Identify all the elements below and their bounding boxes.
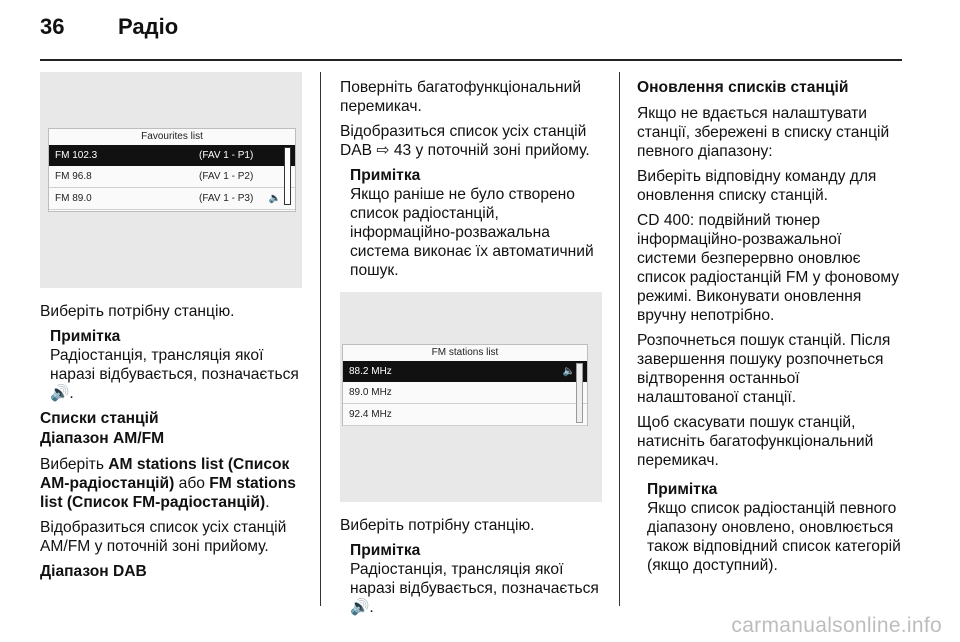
note-title: Примітка	[647, 481, 718, 498]
or-text: або	[178, 475, 205, 492]
favourites-title: Favourites list	[141, 131, 203, 142]
column-1	[40, 72, 302, 582]
favourite-row[interactable]	[49, 188, 295, 210]
column-divider-2	[619, 72, 620, 606]
page-number: 36	[40, 14, 65, 39]
favourite-preset: (FAV 1 - P3)	[199, 193, 254, 204]
fm-station-frequency: 88.2 MHz	[349, 366, 392, 377]
select-station-text: Виберіть потрібну станцію.	[340, 517, 535, 534]
shows-dab-text	[340, 122, 602, 160]
fm-station-row[interactable]	[343, 382, 587, 404]
note	[647, 480, 903, 575]
note-title: Примітка	[350, 167, 421, 184]
favourite-row[interactable]	[49, 166, 295, 188]
column-divider-1	[320, 72, 321, 606]
fm-stations-screen	[342, 344, 588, 426]
note	[350, 166, 602, 280]
heading-station-lists: Списки станцій	[40, 410, 159, 427]
select-station-text: Виберіть потрібну станцію.	[40, 303, 235, 320]
column-2	[340, 78, 602, 623]
column-3	[637, 78, 903, 581]
favourite-station: FM 102.3	[55, 150, 98, 161]
period: .	[265, 494, 270, 511]
note-title: Примітка	[350, 542, 421, 559]
header-rule	[40, 59, 902, 61]
section-title: Радіо	[118, 14, 179, 39]
favourites-screen	[48, 128, 296, 212]
note-text: Радіостанція, трансляція якої наразі відбувається, позначається	[50, 347, 299, 383]
paragraph: Щоб скасувати пошук станцій, натисніть багатофункціональний перемикач.	[637, 414, 874, 469]
note	[50, 327, 302, 403]
note-text: Радіостанція, трансляція якої наразі відбувається, позначається	[350, 561, 599, 597]
am-list-label: AM stations list (Список AM-радіостанцій)	[40, 456, 290, 492]
heading-update-lists: Оновлення списків станцій	[637, 79, 849, 96]
fm-station-row[interactable]	[343, 404, 587, 426]
note-text: Якщо список радіостанцій певного діапазону оновлено, оновлюється також відповідний список категорій (якщо доступний).	[647, 500, 901, 574]
fm-stations-screenshot	[340, 292, 602, 502]
favourite-preset: (FAV 1 - P2)	[199, 171, 254, 182]
scrollbar[interactable]	[576, 363, 583, 423]
favourites-list-screenshot	[40, 72, 302, 288]
shows-list-text: Відобразиться список усіх станцій AM/FM у поточній зоні прийому.	[40, 519, 287, 555]
turn-knob-text: Поверніть багатофункціональний перемикач.	[340, 79, 582, 115]
paragraph: CD 400: подвійний тюнер інформаційно-розважальної системи безперервно оновлює список радіостанцій FM у фоновому режимі. Виконувати оновлення вручну непотрібно.	[637, 212, 900, 324]
speaker-icon: 🔊.	[350, 599, 374, 616]
speaker-icon: 🔊.	[50, 385, 74, 402]
note-text: Якщо раніше не було створено список радіостанцій, інформаційно-розважальна система виконає їх автоматичний пошук.	[350, 186, 594, 279]
favourite-station: FM 96.8	[55, 171, 92, 182]
fm-station-row[interactable]	[343, 361, 587, 382]
shows-dab: Відобразиться список усіх станцій DAB	[340, 123, 587, 159]
note	[350, 541, 602, 617]
favourite-row[interactable]	[49, 145, 295, 166]
paragraph: Розпочнеться пошук станцій. Після завершення пошуку розпочнеться відтворення останньої налаштованої станції.	[637, 332, 891, 406]
page-header	[40, 14, 178, 40]
speaker-icon: 🔈	[268, 193, 281, 204]
note-title: Примітка	[50, 328, 121, 345]
favourite-station: FM 89.0	[55, 193, 92, 204]
select-prefix: Виберіть	[40, 456, 104, 473]
paragraph: Якщо не вдається налаштувати станції, збережені в списку станцій певного діапазону:	[637, 105, 890, 160]
fm-station-frequency: 89.0 MHz	[349, 387, 392, 398]
heading-dab: Діапазон DAB	[40, 563, 147, 580]
watermark: carmanualsonline.info	[731, 614, 942, 637]
arrow-right-icon: ⇨	[376, 142, 390, 159]
select-list-text	[40, 455, 302, 512]
page-ref: 43 у поточній зоні прийому.	[393, 142, 590, 159]
favourite-preset: (FAV 1 - P1)	[199, 150, 254, 161]
fm-list-label: FM stations list (Список FM-радіостанцій)	[40, 475, 296, 511]
speaker-icon: 🔈	[562, 366, 575, 377]
scrollbar[interactable]	[284, 147, 291, 205]
fm-stations-title: FM stations list	[431, 347, 499, 358]
paragraph: Виберіть відповідну команду для оновлення списку станцій.	[637, 168, 877, 204]
heading-am-fm: Діапазон AM/FM	[40, 430, 165, 447]
fm-station-frequency: 92.4 MHz	[349, 409, 392, 420]
